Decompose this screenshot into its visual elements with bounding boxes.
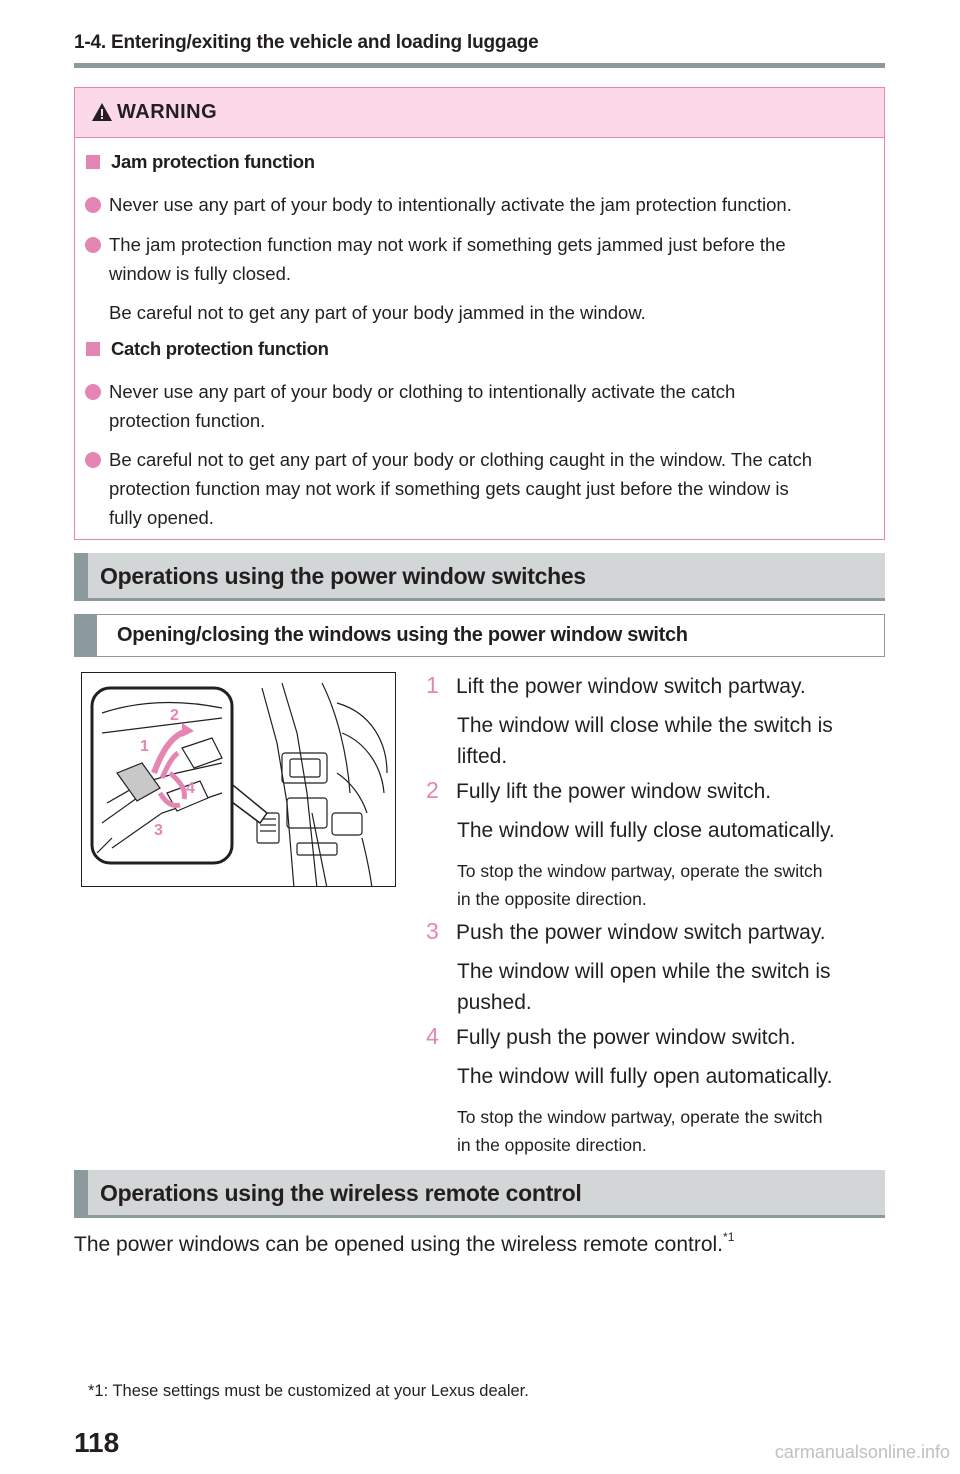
power-window-switch-illustration <box>81 672 396 887</box>
subsection-title: Opening/closing the windows using the power window switch <box>117 624 688 646</box>
step-2 <box>426 777 771 804</box>
step-3-desc-cont: pushed. <box>457 991 532 1014</box>
warning-item-2: The jam protection function may not work if something gets jammed just before the <box>109 234 786 255</box>
door-panel-illustration <box>82 673 396 887</box>
step-4 <box>426 1023 796 1050</box>
header-rule <box>74 63 885 68</box>
step-3 <box>426 918 826 945</box>
warning-item-2-cont: window is fully closed. <box>109 263 291 284</box>
section-heading-wireless-remote <box>74 1170 885 1218</box>
warning-item-3: Never use any part of your body or clothing to intentionally activate the catch <box>109 381 736 402</box>
footnote-ref: *1 <box>723 1230 735 1244</box>
subsection-bar <box>75 615 97 656</box>
warning-item-2-note: Be careful not to get any part of your body jammed in the window. <box>109 302 646 323</box>
section-breadcrumb: 1-4. Entering/exiting the vehicle and loading luggage <box>74 32 539 53</box>
figure-label-4: 4 <box>186 780 195 797</box>
body-paragraph: The power windows can be opened using the wireless remote control.$^{*1}$ <box>74 1230 735 1256</box>
warning-header <box>75 88 884 138</box>
watermark: carmanualsonline.info <box>774 1442 950 1462</box>
step-2-note-cont: in the opposite direction. <box>457 889 647 909</box>
circle-bullet-icon <box>85 452 101 468</box>
figure-label-2: 2 <box>170 707 179 724</box>
step-number: 4 <box>426 1023 439 1049</box>
page-number: 118 <box>74 1427 120 1458</box>
step-4-note: To stop the window partway, operate the switch <box>457 1107 823 1127</box>
step-3-desc: The window will open while the switch is <box>457 960 831 983</box>
step-text: Fully push the power window switch. <box>456 1026 796 1049</box>
warning-item-1: Never use any part of your body to intentionally activate the jam protection function. <box>109 194 792 215</box>
step-text: Push the power window switch partway. <box>456 921 826 944</box>
square-bullet-icon <box>86 342 100 356</box>
section-bar <box>74 553 88 598</box>
section-title: Operations using the wireless remote control <box>100 1180 582 1206</box>
warning-title: WARNING <box>117 101 218 123</box>
warning-subheading-jam: Jam protection function <box>86 151 315 173</box>
step-2-desc: The window will fully close automatically. <box>457 819 835 842</box>
warning-item-4-cont2: fully opened. <box>109 507 214 528</box>
figure-label-3: 3 <box>154 822 163 839</box>
warning-box <box>74 87 885 540</box>
step-number: 3 <box>426 918 439 944</box>
warning-triangle-icon <box>91 102 113 122</box>
circle-bullet-icon <box>85 197 101 213</box>
circle-bullet-icon <box>85 384 101 400</box>
section-title: Operations using the power window switches <box>100 563 586 589</box>
square-bullet-icon <box>86 155 100 169</box>
step-text: Fully lift the power window switch. <box>456 780 772 803</box>
warning-subheading-catch: Catch protection function <box>86 338 329 360</box>
step-text: Lift the power window switch partway. <box>456 675 806 698</box>
step-1-desc-cont: lifted. <box>457 745 508 768</box>
warning-item-4-cont: protection function may not work if something gets caught just before the window is <box>109 478 789 499</box>
step-1-desc: The window will close while the switch is <box>457 714 833 737</box>
footnote: *1: These settings must be customized at your Lexus dealer. <box>88 1382 529 1400</box>
step-1 <box>426 672 806 699</box>
circle-bullet-icon <box>85 237 101 253</box>
subsection-heading <box>74 614 885 657</box>
step-number: 2 <box>426 777 439 803</box>
step-number: 1 <box>426 672 439 698</box>
step-4-note-cont: in the opposite direction. <box>457 1135 647 1155</box>
warning-item-4: Be careful not to get any part of your body or clothing caught in the window. The catch <box>109 449 813 470</box>
step-4-desc: The window will fully open automatically. <box>457 1065 833 1088</box>
section-bar <box>74 1170 88 1215</box>
section-heading-power-window-switches <box>74 553 885 601</box>
step-2-note: To stop the window partway, operate the switch <box>457 861 823 881</box>
warning-item-3-cont: protection function. <box>109 410 266 431</box>
figure-label-1: 1 <box>140 738 149 755</box>
